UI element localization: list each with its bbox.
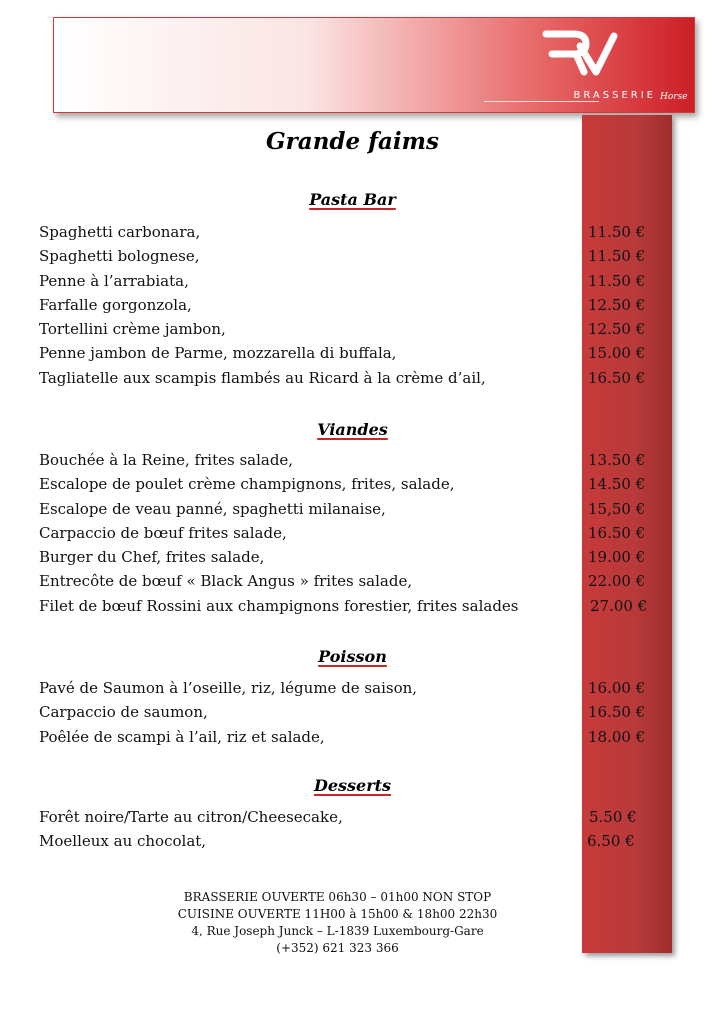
item-price: 12.50 € [588, 320, 646, 339]
item-name: Penne jambon de Parme, mozzarella di buffala, [39, 344, 397, 363]
item-price: 16.50 € [588, 703, 646, 722]
item-price: 5.50 € [589, 808, 637, 826]
menu-item [39, 497, 669, 521]
item-name: Entrecôte de bœuf « Black Angus » frites salade, [39, 572, 413, 591]
item-name: Bouchée à la Reine, frites salade, [39, 451, 294, 469]
item-name: Spaghetti carbonara, [39, 223, 201, 241]
item-name: Carpaccio de bœuf frites salade, [39, 523, 287, 542]
item-price: 16.50 € [588, 523, 646, 542]
item-price: 11.50 € [588, 271, 646, 290]
logo-divider [484, 101, 599, 102]
rv-logo-mark [540, 28, 620, 80]
menu-item [39, 805, 669, 829]
item-price: 18.00 € [588, 727, 646, 746]
section-title-viandes [0, 420, 705, 439]
item-name: Farfalle gorgonzola, [39, 295, 192, 314]
item-name: Penne à l’arrabiata, [39, 271, 189, 290]
menu-item [39, 676, 669, 700]
item-price: 13.50 € [588, 451, 646, 469]
section-title-viandes-label: Viandes [317, 420, 388, 439]
item-price: 6.50 € [587, 832, 635, 851]
menu-list-pasta [39, 220, 669, 390]
item-price: 14.50 € [588, 475, 646, 494]
menu-item [39, 829, 669, 853]
menu-item [39, 700, 669, 724]
item-price: 15,50 € [588, 499, 646, 518]
brand-signature: Horse [660, 92, 688, 102]
menu-item [39, 594, 669, 618]
brasserie-logo [524, 28, 688, 108]
item-name: Forêt noire/Tarte au citron/Cheesecake, [39, 808, 343, 826]
footer-info [0, 889, 675, 957]
item-price: 27.00 € [590, 596, 648, 615]
menu-item [39, 725, 669, 749]
item-name: Carpaccio de saumon, [39, 703, 208, 722]
menu-list-desserts [39, 805, 669, 854]
menu-item [39, 569, 669, 593]
section-title-poisson-label: Poisson [318, 647, 387, 666]
menu-item [39, 244, 669, 268]
item-name: Burger du Chef, frites salade, [39, 548, 265, 567]
menu-item [39, 293, 669, 317]
item-name: Spaghetti bolognese, [39, 247, 200, 266]
item-name: Escalope de veau panné, spaghetti milanaise, [39, 499, 386, 518]
section-title-desserts [0, 776, 705, 795]
menu-item [39, 545, 669, 569]
menu-item [39, 448, 669, 472]
item-price: 15.00 € [588, 344, 646, 363]
item-price: 19.00 € [588, 548, 646, 567]
opening-hours: BRASSERIE OUVERTE 06h30 – 01h00 NON STOP [183, 890, 492, 904]
item-price: 16.00 € [588, 679, 646, 697]
item-name: Moelleux au chocolat, [39, 832, 207, 851]
item-price: 16.50 € [588, 368, 646, 387]
menu-item [39, 220, 669, 244]
item-price: 22.00 € [588, 572, 646, 591]
menu-item [39, 341, 669, 365]
item-name: Tortellini crème jambon, [39, 320, 226, 339]
menu-item [39, 472, 669, 496]
item-name: Poêlée de scampi à l’ail, riz et salade, [39, 727, 325, 746]
item-name: Filet de bœuf Rossini aux champignons forestier, frites salades [39, 596, 519, 615]
item-name: Escalope de poulet crème champignons, frites, salade, [39, 475, 455, 494]
address: 4, Rue Joseph Junck – L-1839 Luxembourg-Gare [191, 924, 484, 938]
section-title-pasta-label: Pasta Bar [309, 190, 396, 209]
kitchen-hours: CUISINE OUVERTE 11H00 à 15h00 & 18h00 22h30 [177, 907, 498, 921]
header-banner [53, 17, 695, 113]
item-price: 11.50 € [588, 223, 646, 241]
item-price: 12.50 € [588, 295, 646, 314]
brand-name: BRASSERIE [573, 90, 656, 101]
menu-item [39, 366, 669, 390]
item-name: Pavé de Saumon à l’oseille, riz, légume de saison, [39, 679, 418, 697]
item-name: Tagliatelle aux scampis flambés au Ricard à la crème d’ail, [39, 368, 486, 387]
item-price: 11.50 € [588, 247, 646, 266]
section-title-desserts-label: Desserts [313, 776, 392, 795]
section-title-pasta [0, 190, 705, 209]
menu-item [39, 269, 669, 293]
menu-list-viandes [39, 448, 669, 618]
menu-item [39, 317, 669, 341]
phone-number: (+352) 621 323 366 [276, 941, 399, 955]
menu-item [39, 521, 669, 545]
section-title-poisson [0, 647, 705, 666]
menu-list-poisson [39, 676, 669, 749]
menu-title: Grande faims [266, 128, 439, 155]
